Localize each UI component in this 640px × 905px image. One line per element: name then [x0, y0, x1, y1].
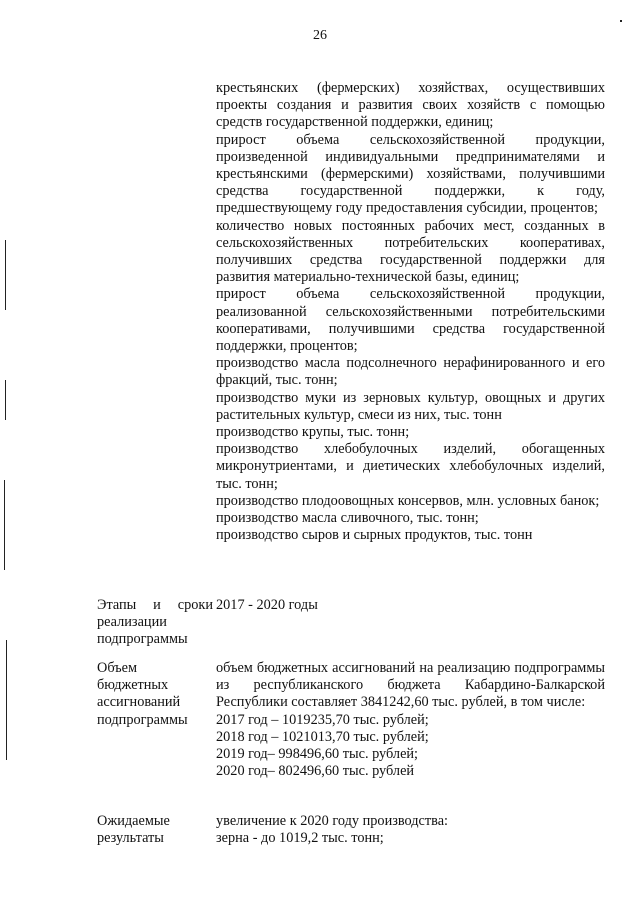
results-content	[216, 813, 605, 847]
page-number: 26	[313, 28, 327, 43]
stages-label: Этапы и сроки реализации подпрограммы	[97, 597, 213, 648]
indicator-item: крестьянских (фермерских) хозяйствах, осуществивших проекты создания и развития своих хозяйств с помощью средств государственной поддержки, единиц;	[216, 80, 605, 131]
indicators-list	[216, 80, 605, 544]
scan-mark	[5, 380, 6, 420]
budget-year-item: 2019 год– 998496,60 тыс. рублей;	[216, 746, 419, 763]
results-line: увеличение к 2020 году производства:	[216, 813, 449, 829]
indicator-item: прирост объема сельскохозяйственной продукции, произведенной индивидуальными предпринимателями и крестьянскими (фермерскими) хозяйствами, получившими средства государственной поддержки, к году, предшествующему году предоставления субсидии, процентов;	[216, 131, 605, 217]
indicator-item: производство масла сливочного, тыс. тонн;	[216, 510, 479, 527]
budget-year-item: 2020 год– 802496,60 тыс. рублей	[216, 763, 415, 780]
budget-content	[216, 660, 605, 780]
indicator-item: производство крупы, тыс. тонн;	[216, 424, 410, 441]
budget-year-item: 2017 год – 1019235,70 тыс. рублей;	[216, 711, 429, 728]
indicator-item: производство хлебобулочных изделий, обогащенных микронутриентами, и диетических хлебобулочных изделий, тыс. тонн;	[216, 441, 605, 492]
scan-mark	[620, 20, 622, 22]
budget-year-item: 2018 год – 1021013,70 тыс. рублей;	[216, 728, 429, 745]
results-label: Ожидаемые результаты	[97, 813, 170, 847]
indicator-item: производство плодоовощных консервов, млн. условных банок;	[216, 492, 600, 509]
budget-label: Объем бюджетных ассигнований подпрограммы	[97, 660, 188, 728]
indicator-item: количество новых постоянных рабочих мест, созданных в сельскохозяйственных потребительских кооперативах, получивших средства государственной поддержки для развития материально-технической базы, единиц;	[216, 217, 605, 286]
scan-mark	[4, 480, 5, 570]
stages-value: 2017 - 2020 годы	[216, 597, 318, 613]
indicator-item: производство масла подсолнечного нерафинированного и его фракций, тыс. тонн;	[216, 355, 605, 389]
scan-mark	[6, 640, 7, 760]
indicator-item: прирост объема сельскохозяйственной продукции, реализованной сельскохозяйственными потребительскими кооперативами, получившими средства государственной поддержки, процентов;	[216, 286, 605, 355]
indicator-item: производство сыров и сырных продуктов, тыс. тонн	[216, 527, 533, 544]
indicator-item: производство муки из зерновых культур, овощных и других растительных культур, смеси из них, тыс. тонн	[216, 389, 605, 423]
results-line: зерна - до 1019,2 тыс. тонн;	[216, 830, 384, 847]
scan-mark	[5, 240, 6, 310]
budget-intro: объем бюджетных ассигнований на реализацию подпрограммы из республиканского бюджета Кабардино-Балкарской Республики составляет 3841242,60 тыс. рублей, в том числе:	[216, 660, 605, 711]
